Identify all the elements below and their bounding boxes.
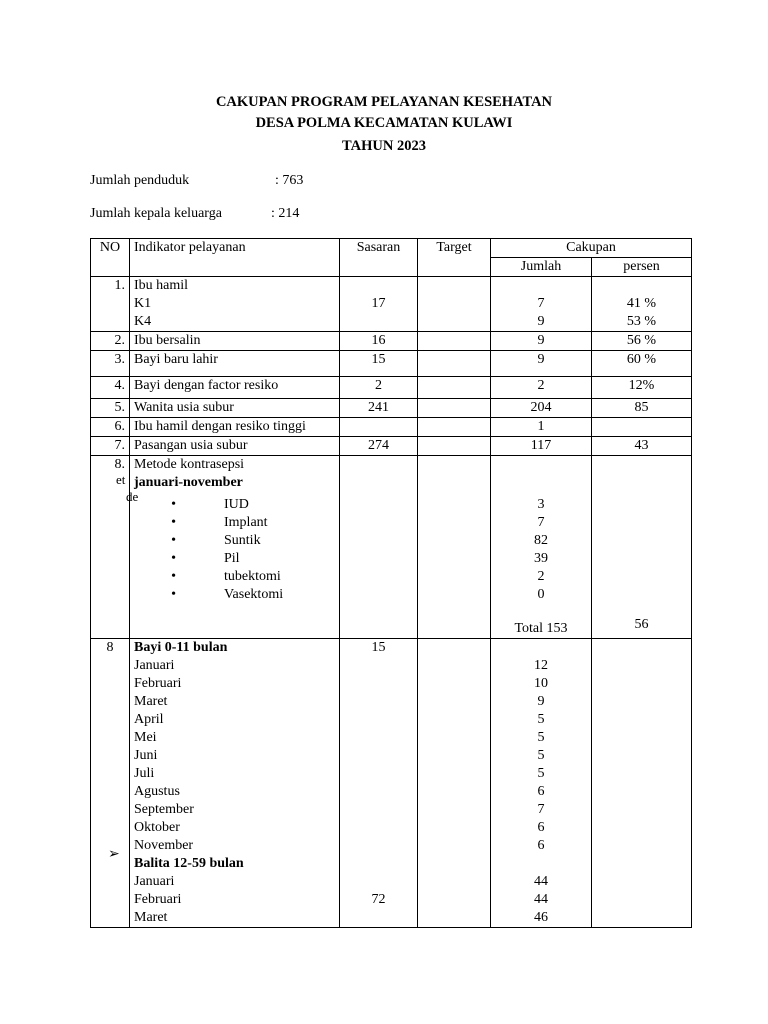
- row-persen: 60 %: [592, 351, 692, 377]
- row-persen: 43: [592, 437, 692, 456]
- method-item: • IUD: [134, 496, 335, 514]
- row-no: 7.: [91, 437, 130, 456]
- method-persen: 56: [634, 617, 649, 632]
- row-persen: [592, 639, 692, 928]
- row-jumlah: 9: [491, 351, 592, 377]
- month-label: November: [134, 838, 194, 853]
- method-item: • Suntik: [134, 532, 335, 550]
- header-jumlah: Jumlah: [491, 258, 592, 277]
- month-label: Januari: [134, 658, 175, 673]
- header-no: NO: [91, 239, 130, 277]
- month-label: Maret: [134, 910, 168, 925]
- table-row: [91, 332, 692, 351]
- row-jumlah: [491, 639, 592, 928]
- row-sasaran: [340, 639, 418, 928]
- indikator-label: Ibu hamil: [134, 278, 189, 293]
- row-indikator: [130, 277, 340, 332]
- row-indikator: Bayi baru lahir: [130, 351, 340, 377]
- arrow-bullet-icon: ➢: [108, 847, 120, 862]
- row-no: 5.: [91, 399, 130, 418]
- bullet-icon: •: [171, 497, 176, 512]
- row-jumlah: 204: [491, 399, 592, 418]
- sasaran-value: 17: [371, 296, 386, 311]
- table-row: [91, 377, 692, 399]
- month-label: Januari: [134, 874, 175, 889]
- doc-title-line-2: DESA POLMA KECAMATAN KULAWI: [255, 115, 513, 131]
- method-value: 3: [537, 497, 545, 512]
- row-jumlah: 2: [491, 377, 592, 399]
- row-sasaran: [340, 418, 418, 437]
- month-label: Agustus: [134, 784, 180, 799]
- row-persen: 56 %: [592, 332, 692, 351]
- table-row: [91, 456, 692, 639]
- month-value: 44: [534, 874, 548, 889]
- persen-k1: 41 %: [626, 296, 657, 311]
- kk-value: : 214: [271, 206, 300, 221]
- month-value: 6: [537, 820, 545, 835]
- month-value: 5: [537, 730, 545, 745]
- jumlah-k1: 7: [537, 296, 545, 311]
- month-value: 5: [537, 712, 545, 727]
- stray-text-et: et: [116, 472, 126, 487]
- bullet-icon: •: [171, 569, 176, 584]
- row-indikator: Pasangan usia subur: [130, 437, 340, 456]
- month-value: 10: [534, 676, 548, 691]
- month-label: Juni: [134, 748, 158, 763]
- row-no: 6.: [91, 418, 130, 437]
- row-jumlah: 9: [491, 332, 592, 351]
- month-label: September: [134, 802, 194, 817]
- row-jumlah: 1: [491, 418, 592, 437]
- info-penduduk: [90, 173, 304, 189]
- row-indikator: [130, 456, 340, 639]
- month-label: Februari: [134, 892, 182, 907]
- indikator-sub-k1: K1: [134, 296, 152, 311]
- row-target: [418, 437, 491, 456]
- row-indikator: Ibu hamil dengan resiko tinggi: [130, 418, 340, 437]
- month-label: Oktober: [134, 820, 180, 835]
- bayi-label: Bayi 0-11 bulan: [134, 640, 228, 655]
- row-target: [418, 377, 491, 399]
- month-value: 44: [534, 892, 548, 907]
- row-target: [418, 332, 491, 351]
- bullet-icon: •: [171, 551, 176, 566]
- row-target: [418, 351, 491, 377]
- persen-k4: 53 %: [626, 314, 657, 329]
- row-jumlah: [491, 456, 592, 639]
- month-value: 12: [534, 658, 548, 673]
- month-label: Maret: [134, 694, 168, 709]
- row-jumlah: [491, 277, 592, 332]
- row-target: [418, 418, 491, 437]
- month-value: 6: [537, 838, 545, 853]
- row-sasaran: [340, 277, 418, 332]
- row-sasaran: 15: [340, 351, 418, 377]
- bullet-icon: •: [171, 533, 176, 548]
- row-sasaran: [340, 456, 418, 639]
- indikator-label: Metode kontrasepsi: [134, 457, 245, 472]
- table-row: [91, 418, 692, 437]
- method-value: 7: [537, 515, 545, 530]
- table-header-row: [91, 239, 692, 258]
- month-label: April: [134, 712, 164, 727]
- month-label: Juli: [134, 766, 155, 781]
- header-persen: persen: [592, 258, 692, 277]
- method-item: • Vasektomi: [134, 586, 335, 604]
- row-no: 8.: [91, 456, 130, 639]
- bayi-sasaran: 15: [371, 640, 386, 655]
- row-indikator: Wanita usia subur: [130, 399, 340, 418]
- jumlah-k4: 9: [537, 314, 545, 329]
- method-value: 82: [534, 533, 548, 548]
- doc-title-line-1: CAKUPAN PROGRAM PELAYANAN KESEHATAN: [215, 94, 553, 110]
- coverage-table: [90, 238, 692, 928]
- row-sasaran: 2: [340, 377, 418, 399]
- row-sasaran: 241: [340, 399, 418, 418]
- bullet-icon: •: [171, 587, 176, 602]
- row-jumlah: 117: [491, 437, 592, 456]
- row-target: [418, 399, 491, 418]
- table-row: [91, 399, 692, 418]
- row-persen: [592, 277, 692, 332]
- month-label: Mei: [134, 730, 157, 745]
- month-value: 5: [537, 748, 545, 763]
- row-indikator: Bayi dengan factor resiko: [130, 377, 340, 399]
- doc-title-line-3: TAHUN 2023: [342, 138, 426, 154]
- row-persen: 12%: [592, 377, 692, 399]
- row-persen: [592, 456, 692, 639]
- month-label: Februari: [134, 676, 182, 691]
- row-no: 1.: [91, 277, 130, 332]
- balita-sasaran: 72: [371, 892, 386, 907]
- row-no: 8: [91, 639, 130, 928]
- row-no: 2.: [91, 332, 130, 351]
- balita-label: Balita 12-59 bulan: [134, 856, 244, 871]
- method-value: 2: [537, 569, 545, 584]
- table-row: [91, 437, 692, 456]
- row-persen: [592, 418, 692, 437]
- method-item: • Pil: [134, 550, 335, 568]
- penduduk-value: : 763: [275, 173, 304, 188]
- info-kepala-keluarga: [90, 206, 300, 222]
- row-target: [418, 639, 491, 928]
- row-indikator: Ibu bersalin: [130, 332, 340, 351]
- row-target: [418, 456, 491, 639]
- header-cakupan: Cakupan: [491, 239, 692, 258]
- table-row: [91, 639, 692, 928]
- header-indikator: Indikator pelayanan: [130, 239, 340, 277]
- bullet-icon: •: [171, 515, 176, 530]
- stray-text-de: de: [126, 489, 139, 504]
- penduduk-label: Jumlah penduduk: [90, 173, 190, 188]
- row-persen: 85: [592, 399, 692, 418]
- header-sasaran: Sasaran: [340, 239, 418, 277]
- month-value: 46: [534, 910, 548, 925]
- indikator-sub-k4: K4: [134, 314, 152, 329]
- kk-label: Jumlah kepala keluarga: [90, 206, 222, 221]
- method-value: 39: [534, 551, 548, 566]
- row-target: [418, 277, 491, 332]
- method-value: 0: [537, 587, 545, 602]
- month-value: 6: [537, 784, 545, 799]
- method-item: • tubektomi: [134, 568, 335, 586]
- row-sasaran: 16: [340, 332, 418, 351]
- table-row: [91, 351, 692, 377]
- row-no: 4.: [91, 377, 130, 399]
- method-total: Total 153: [514, 621, 568, 636]
- method-item: • Implant: [134, 514, 335, 532]
- header-target: Target: [418, 239, 491, 277]
- month-value: 5: [537, 766, 545, 781]
- row-no: 3.: [91, 351, 130, 377]
- table-row: [91, 277, 692, 332]
- row-sasaran: 274: [340, 437, 418, 456]
- row-indikator: [130, 639, 340, 928]
- month-value: 9: [537, 694, 545, 709]
- period-label: januari-november: [134, 475, 243, 490]
- month-value: 7: [537, 802, 545, 817]
